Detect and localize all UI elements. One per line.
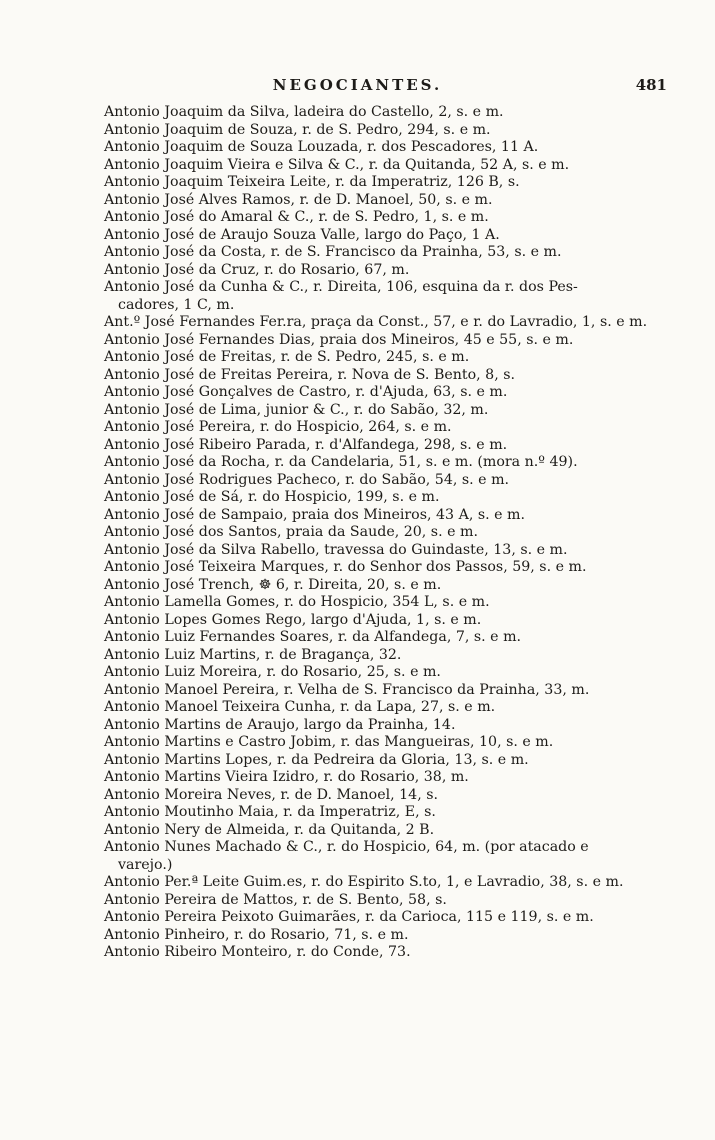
- entry-text: Antonio Nery de Almeida, r. da Quitanda, 2 B.: [104, 821, 435, 838]
- entry-text: Antonio José Gonçalves de Castro, r. d'Ajuda, 63, s. e m.: [104, 384, 508, 400]
- list-item: [104, 892, 684, 910]
- entry-text: Antonio José de Araujo Souza Valle, largo do Paço, 1 A.: [104, 226, 500, 243]
- list-item: [104, 752, 684, 770]
- entry-text: Antonio José de Sampaio, praia dos Mineiros, 43 A, s. e m.: [104, 506, 526, 523]
- list-item: [104, 367, 684, 385]
- entry-text: Antonio Lopes Gomes Rego, largo d'Ajuda, 1, s. e m.: [104, 611, 482, 628]
- entry-text: Antonio Luiz Martins, r. de Bragança, 32.: [104, 646, 402, 663]
- list-item: [104, 612, 684, 630]
- entry-text: Antonio José de Freitas Pereira, r. Nova de S. Bento, 8, s.: [104, 366, 516, 383]
- merchant-list: [104, 104, 684, 962]
- entry-text: Antonio Manoel Teixeira Cunha, r. da Lapa, 27, s. e m.: [104, 699, 496, 715]
- list-item: [104, 664, 684, 682]
- entry-text: Antonio Luiz Moreira, r. do Rosario, 25, s. e m.: [104, 664, 441, 680]
- entry-text: Antonio José da Silva Rabello, travessa do Guindaste, 13, s. e m.: [104, 541, 568, 558]
- list-item: [104, 647, 684, 665]
- list-item: [104, 157, 684, 175]
- entry-text: Antonio Moreira Neves, r. de D. Manoel, 14, s.: [104, 786, 439, 803]
- list-item: [104, 489, 684, 507]
- entry-text: Antonio Lamella Gomes, r. do Hospicio, 354 L, s. e m.: [104, 594, 490, 610]
- entry-text: Antonio Manoel Pereira, r. Velha de S. Francisco da Prainha, 33, m.: [104, 681, 590, 698]
- entry-text: Antonio Martins de Araujo, largo da Prainha, 14.: [104, 716, 456, 733]
- list-item: [104, 227, 684, 245]
- entry-text: Antonio Pinheiro, r. do Rosario, 71, s. e m.: [104, 926, 409, 943]
- entry-text: Antonio José da Cunha & C., r. Direita, 106, esquina da r. dos Pes-: [104, 279, 578, 295]
- entry-text: Antonio Joaquim Vieira e Silva & C., r. da Quitanda, 52 A, s. e m.: [104, 156, 570, 173]
- list-item: [104, 314, 684, 332]
- list-item: [104, 594, 684, 612]
- entry-text: Antonio José Teixeira Marques, r. do Senhor dos Passos, 59, s. e m.: [104, 559, 587, 575]
- entry-text: Antonio Martins Lopes, r. da Pedreira da Gloria, 13, s. e m.: [104, 751, 529, 768]
- list-item: [104, 577, 684, 595]
- list-item: [104, 104, 684, 122]
- list-item: [104, 174, 684, 192]
- entry-text: Antonio Joaquim da Silva, ladeira do Castello, 2, s. e m.: [104, 104, 504, 120]
- entry-text: Antonio José da Cruz, r. do Rosario, 67, m.: [104, 261, 410, 278]
- list-item: [104, 542, 684, 560]
- list-item: [104, 507, 684, 525]
- list-item: [104, 734, 684, 752]
- entry-text: Antonio José Alves Ramos, r. de D. Manoel, 50, s. e m.: [104, 191, 493, 208]
- entry-text: Antonio José da Costa, r. de S. Francisco da Prainha, 53, s. e m.: [104, 244, 562, 260]
- list-item: [104, 944, 684, 962]
- entry-continuation: cadores, 1 C, m.: [118, 296, 235, 313]
- entry-text: Antonio Per.ª Leite Guim.es, r. do Espirito S.to, 1, e Lavradio, 38, s. e m.: [104, 874, 624, 890]
- entry-text: Antonio Luiz Fernandes Soares, r. da Alfandega, 7, s. e m.: [104, 629, 522, 645]
- entry-text: Antonio José Pereira, r. do Hospicio, 264, s. e m.: [104, 419, 452, 435]
- list-item: [104, 717, 684, 735]
- list-item: [104, 559, 684, 577]
- entry-text: Antonio Joaquim de Souza, r. de S. Pedro, 294, s. e m.: [104, 121, 491, 138]
- list-item: [104, 244, 684, 262]
- list-item: [104, 822, 684, 840]
- list-item: [104, 909, 684, 927]
- entry-text: Antonio Pereira Peixoto Guimarães, r. da Carioca, 115 e 119, s. e m.: [104, 909, 594, 925]
- list-item: [104, 209, 684, 227]
- list-item: [104, 349, 684, 367]
- list-item: [104, 437, 684, 455]
- entry-text: Antonio José Ribeiro Parada, r. d'Alfandega, 298, s. e m.: [104, 436, 508, 453]
- entry-text: Antonio José do Amaral & C., r. de S. Pedro, 1, s. e m.: [104, 209, 489, 225]
- list-item: [104, 384, 684, 402]
- entry-text: Antonio Martins Vieira Izidro, r. do Rosario, 38, m.: [104, 769, 469, 785]
- list-item: [104, 122, 684, 140]
- entry-text: Antonio José Rodrigues Pacheco, r. do Sabão, 54, s. e m.: [104, 471, 510, 488]
- list-item: [104, 839, 684, 874]
- entry-text: Antonio José Fernandes Dias, praia dos Mineiros, 45 e 55, s. e m.: [104, 331, 574, 348]
- entry-text: Antonio Joaquim de Souza Louzada, r. dos Pescadores, 11 A.: [104, 139, 539, 155]
- entry-text: Antonio José de Lima, junior & C., r. do Sabão, 32, m.: [104, 401, 489, 418]
- entry-text: Antonio Joaquim Teixeira Leite, r. da Imperatriz, 126 B, s.: [104, 174, 520, 190]
- running-head: [0, 72, 715, 102]
- list-item: [104, 472, 684, 490]
- list-item: [104, 332, 684, 350]
- list-item: [104, 682, 684, 700]
- entry-text: Antonio José de Freitas, r. de S. Pedro, 245, s. e m.: [104, 349, 470, 365]
- entry-text: Antonio José Trench, ☸ 6, r. Direita, 20, s. e m.: [104, 576, 442, 593]
- list-item: [104, 699, 684, 717]
- entry-text: Antonio José da Rocha, r. da Candelaria, 51, s. e m. (mora n.º 49).: [104, 454, 578, 470]
- list-item: [104, 262, 684, 280]
- list-item: [104, 769, 684, 787]
- list-item: [104, 629, 684, 647]
- page-number: 481: [635, 76, 667, 94]
- entry-text: Antonio Ribeiro Monteiro, r. do Conde, 73.: [104, 944, 411, 960]
- page-title: NEGOCIANTES.: [272, 76, 443, 94]
- list-item: [104, 804, 684, 822]
- list-item: [104, 419, 684, 437]
- list-item: [104, 874, 684, 892]
- entry-text: Antonio Martins e Castro Jobim, r. das Mangueiras, 10, s. e m.: [104, 734, 554, 750]
- list-item: [104, 524, 684, 542]
- list-item: [104, 279, 684, 314]
- list-item: [104, 139, 684, 157]
- list-item: [104, 927, 684, 945]
- list-item: [104, 787, 684, 805]
- entry-text: Antonio José de Sá, r. do Hospicio, 199, s. e m.: [104, 489, 440, 505]
- list-item: [104, 402, 684, 420]
- entry-continuation: varejo.): [118, 856, 173, 873]
- entry-text: Antonio José dos Santos, praia da Saude, 20, s. e m.: [104, 524, 478, 540]
- entry-text: Antonio Nunes Machado & C., r. do Hospicio, 64, m. (por atacado e: [104, 839, 589, 855]
- entry-text: Antonio Moutinho Maia, r. da Imperatriz, E, s.: [104, 804, 436, 820]
- entry-text: Antonio Pereira de Mattos, r. de S. Bento, 58, s.: [104, 891, 447, 908]
- list-item: [104, 192, 684, 210]
- entry-text: Ant.º José Fernandes Fer.ra, praça da Const., 57, e r. do Lavradio, 1, s. e m.: [104, 314, 648, 330]
- list-item: [104, 454, 684, 472]
